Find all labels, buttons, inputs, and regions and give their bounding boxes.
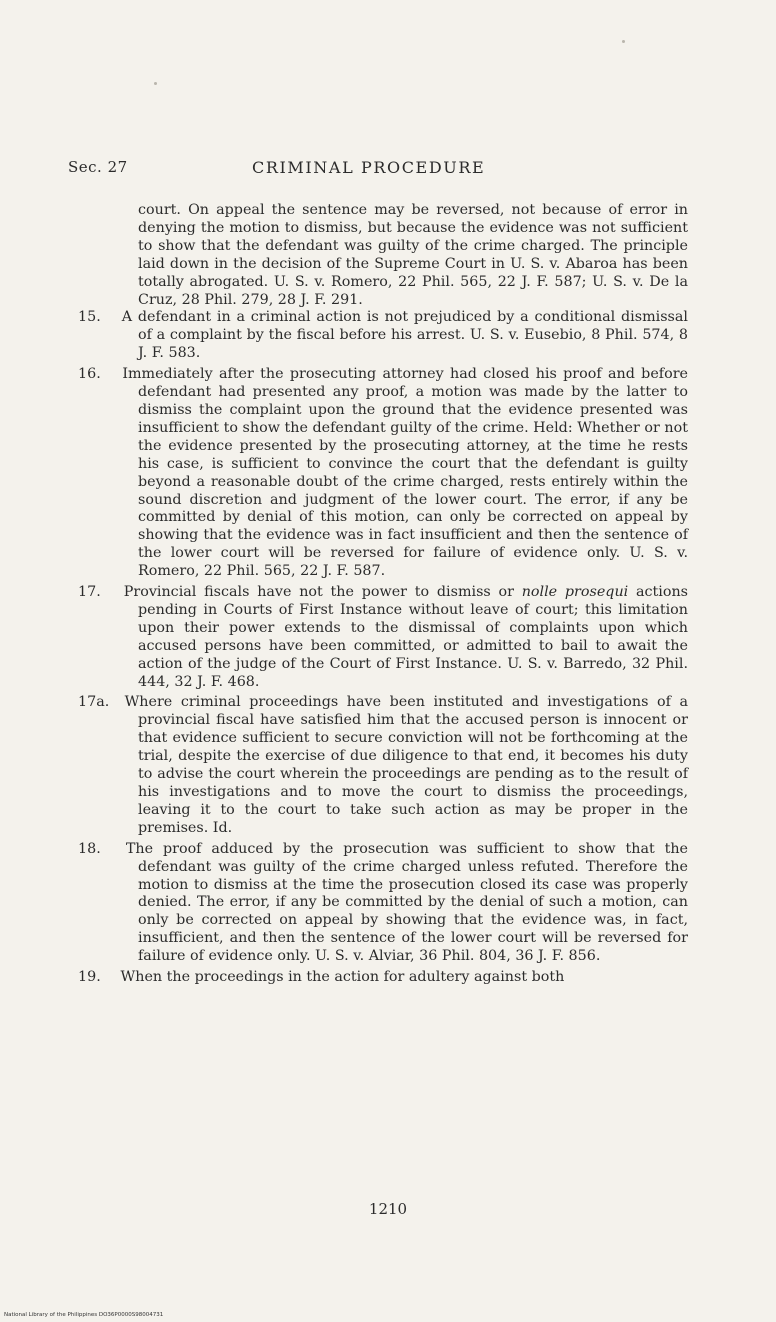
- annotation-text: A defendant in a criminal action is not prejudiced by a conditional dismissal of a complaint by the fiscal before his arrest. U. S. v. Eusebio, 8 Phil. 574, 8 J. F. 583.: [121, 309, 688, 362]
- annotation-text: Immediately after the prosecuting attorney had closed his proof and before defendant had presented any proof, a motion was made by the latter to dismiss the complaint upon the ground that the evidence presented was insufficient to show the defendant guilty of the crime. Held: Whether or not the evidence presented by the prosecuting attorney, at the time he rests his case, is sufficient to convince the court that the defendant is guilty beyond a reasonable doubt of the crime charged, rests entirely within the sound discretion and judgment of the lower court. The error, if any be committed by denial of this motion, can only be corrected on appeal by showing that the evidence was in fact insufficient and then the sentence of the lower court will be reversed for failure of evidence only. U. S. v. Romero, 22 Phil. 565, 22 J. F. 587.: [122, 366, 688, 580]
- annotation-text-start: Provincial fiscals have not the power to dismiss or: [123, 584, 522, 601]
- annotation-number: 18.: [78, 840, 101, 857]
- annotation-text: When the proceedings in the action for adultery against both: [120, 969, 565, 986]
- text-body: [78, 202, 688, 990]
- page-title: CRIMINAL PROCEDURE: [252, 158, 486, 177]
- annotation-17: [78, 584, 688, 691]
- scan-speck: [154, 82, 157, 85]
- archive-label: National Library of the Philippines DO36P0000S98004731: [4, 1312, 164, 1318]
- annotation-17a: [78, 694, 688, 837]
- scan-speck: [622, 40, 625, 43]
- page-number: 1210: [368, 1200, 408, 1218]
- annotation-18: [78, 841, 688, 966]
- annotation-text: Where criminal proceedings have been instituted and investigations of a provincial fiscal have satisfied him that the accused person is innocent or that evidence sufficient to secure conviction will not be forthcoming at the trial, despite the exercise of due diligence to that end, it becomes his duty to advise the court wherein the proceedings are pending as to the result of his investigations and to move the court to dismiss the proceedings, leaving it to the court to take such action as may be proper in the premises. Id.: [124, 694, 689, 836]
- annotation-19: [78, 969, 688, 987]
- annotation-number: 19.: [78, 969, 101, 986]
- annotation-number: 15.: [78, 309, 101, 326]
- annotation-text: The proof adduced by the prosecution was sufficient to show that the defendant was guilty of the crime charged unless refuted. Therefore the motion to dismiss at the time the prosecution closed its case was properly denied. The error, if any be committed by the denial of such a motion, can only be corrected on appeal by showing that the evidence was, in fact, insufficient, and then the sentence of the lower court will be reversed for failure of evidence only. U. S. v. Alviar, 36 Phil. 804, 36 J. F. 856.: [125, 840, 688, 965]
- section-label: Sec. 27: [68, 158, 128, 176]
- annotation-number: 17a.: [78, 694, 110, 711]
- annotation-16: [78, 366, 688, 581]
- continuation-paragraph: court. On appeal the sentence may be reversed, not because of error in denying the motion to dismiss, but because the evidence was not sufficient to show that the defendant was guilty of the crime charged. The principle laid down in the decision of the Supreme Court in U. S. v. Abaroa has been totally abrogated. U. S. v. Romero, 22 Phil. 565, 22 J. F. 587; U. S. v. De la Cruz, 28 Phil. 279, 28 J. F. 291.: [138, 202, 688, 308]
- running-header: [68, 158, 708, 182]
- annotation-number: 17.: [78, 584, 101, 601]
- annotation-number: 16.: [78, 366, 101, 383]
- annotation-15: [78, 309, 688, 363]
- annotation-text-end: actions pending in Courts of First Instance without leave of court; this limitation upon their power extends to the dismissal of complaints upon which accused persons have been committed, or admitted to bail to await the action of the judge of the Court of First Instance. U. S. v. Barredo, 32 Phil. 444, 32 J. F. 468.: [138, 584, 688, 690]
- latin-term: nolle prosequi: [521, 584, 629, 601]
